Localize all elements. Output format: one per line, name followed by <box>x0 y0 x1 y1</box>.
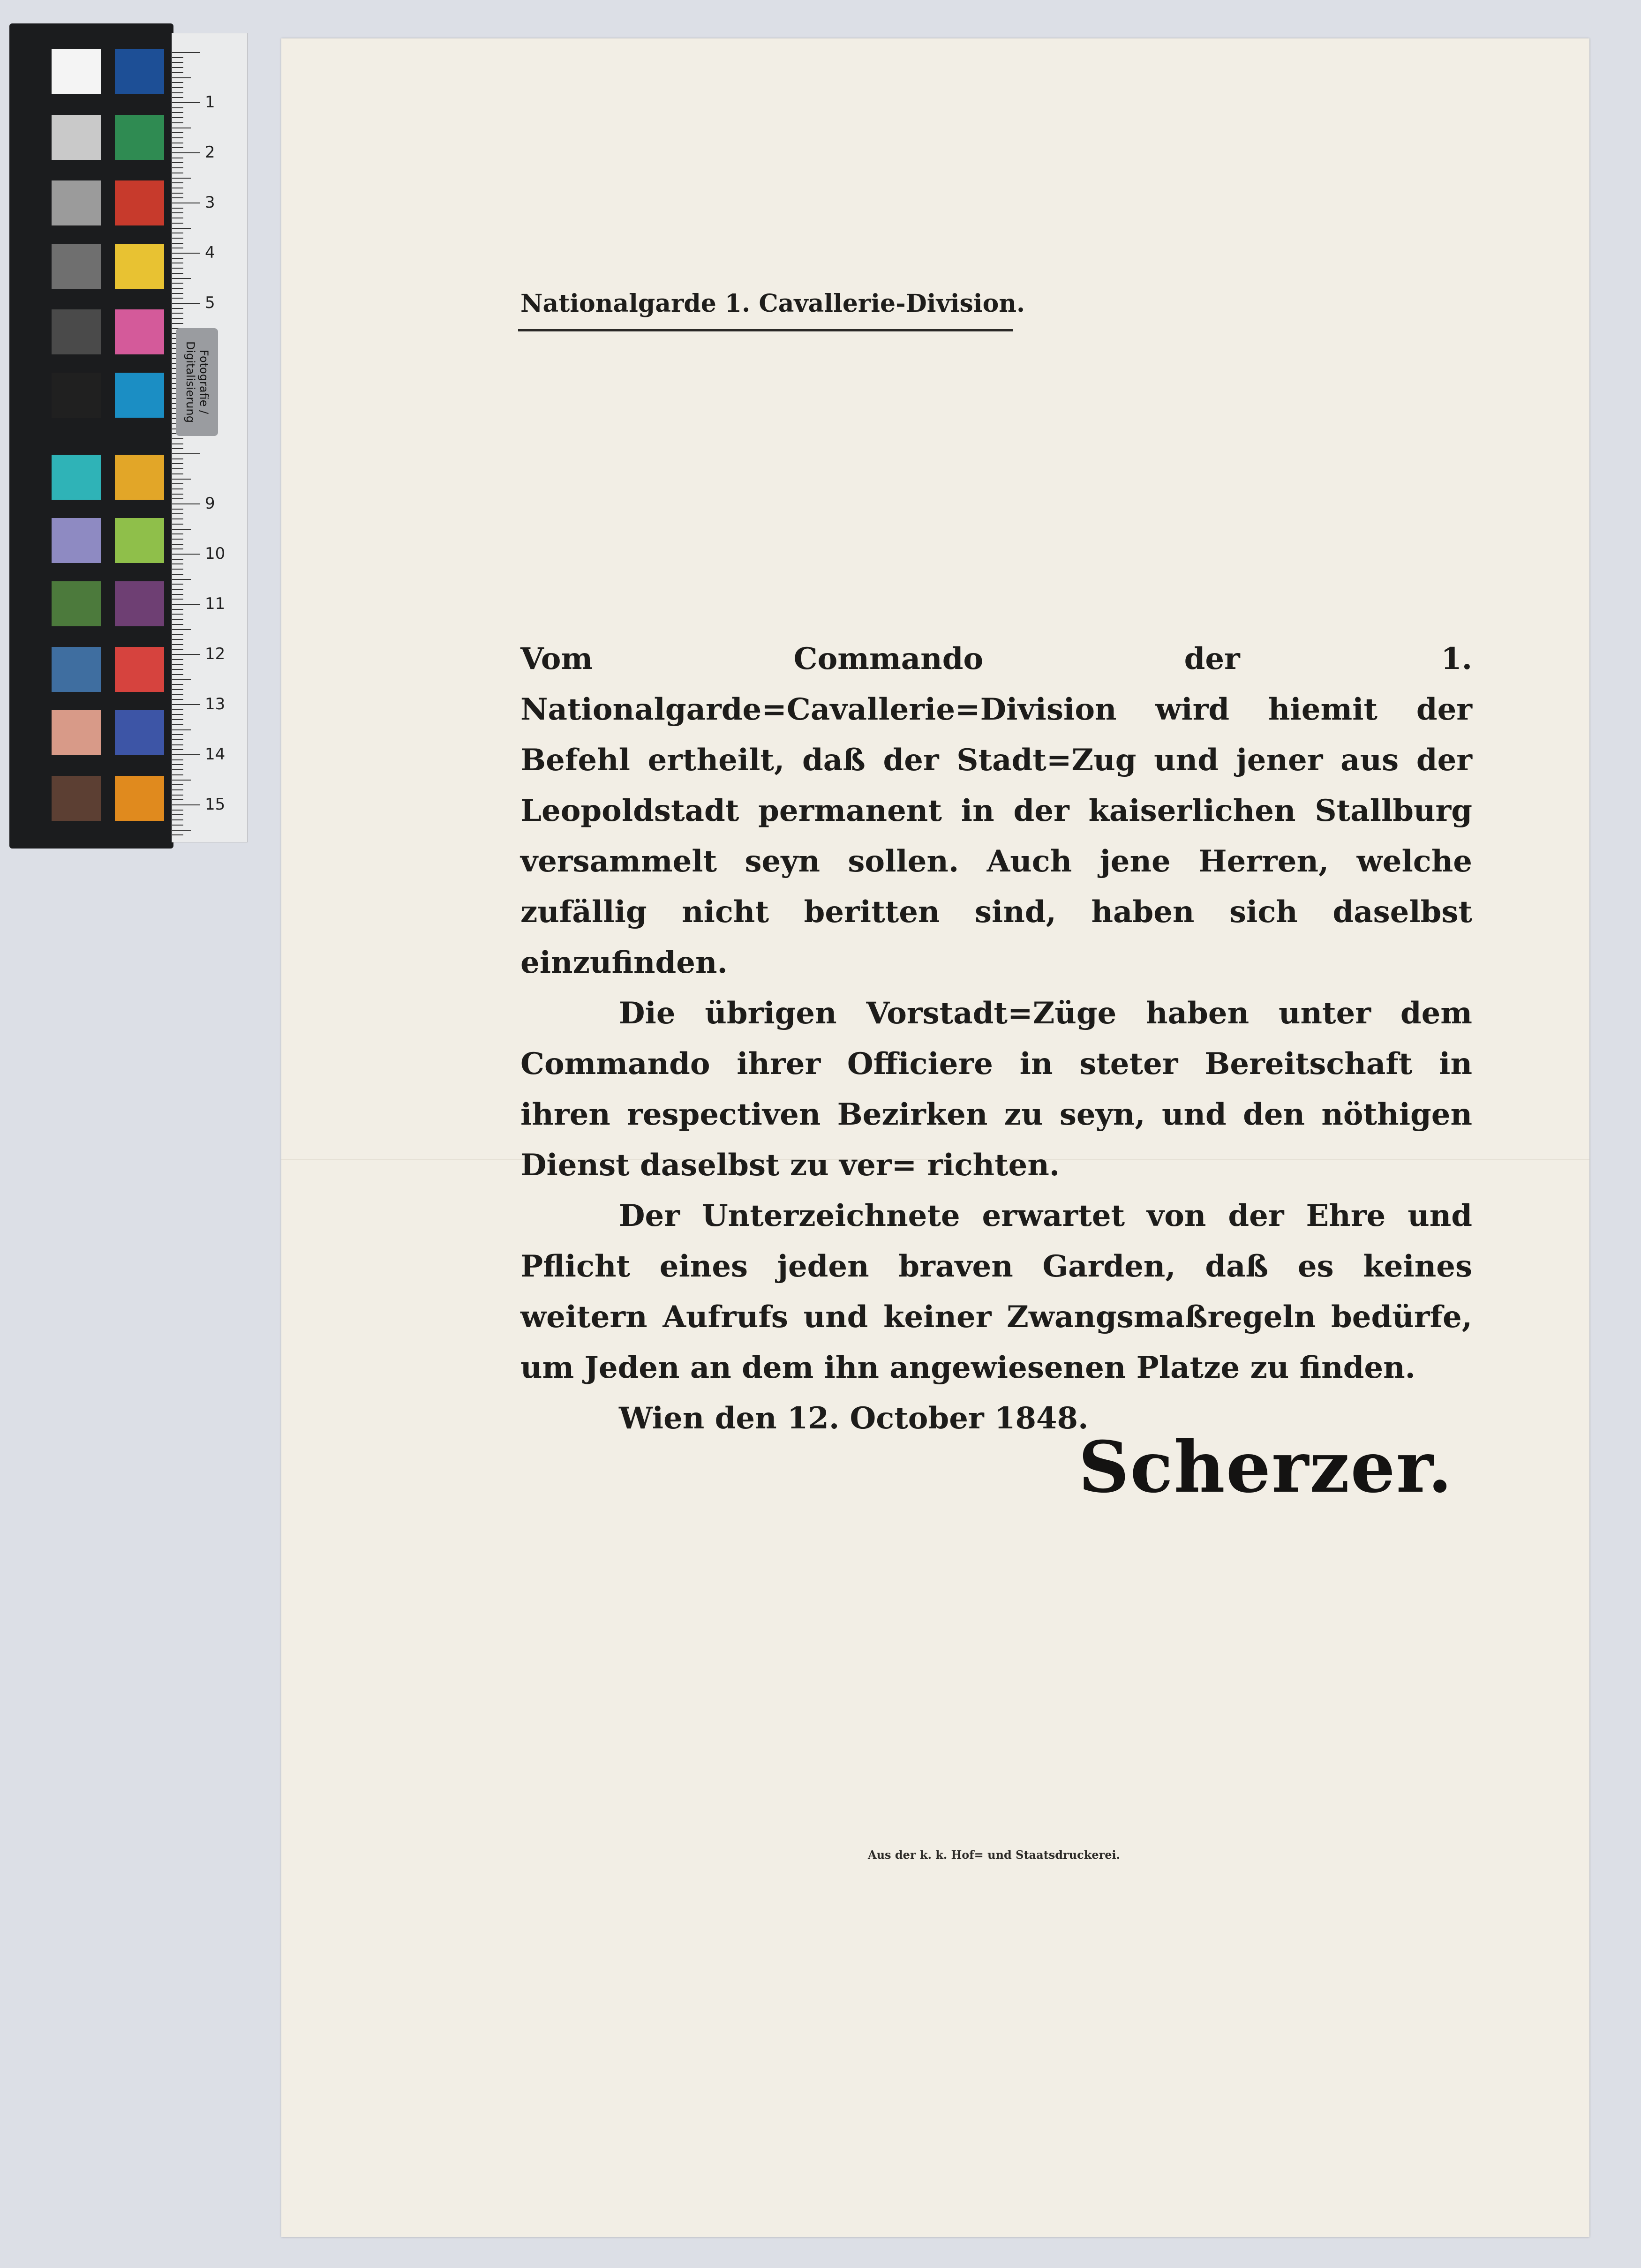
ruler-tick <box>172 784 183 785</box>
ruler-tick <box>172 293 183 294</box>
color-swatch <box>115 455 164 500</box>
date-line: Wien den 12. October 1848. <box>619 1401 1089 1436</box>
ruler-tick <box>172 719 183 720</box>
ruler-tick <box>172 674 183 675</box>
ruler-tick <box>172 559 183 560</box>
ruler-tick <box>172 584 183 585</box>
ruler-tag-label: Fotografie / Digitalisierung <box>176 328 218 436</box>
ruler-tick <box>172 774 183 775</box>
ruler-tick <box>172 97 183 98</box>
ruler-tick <box>172 448 183 449</box>
ruler-tick <box>172 749 183 750</box>
color-swatch <box>115 309 164 354</box>
ruler-tick <box>172 799 183 800</box>
ruler-tick <box>172 162 183 163</box>
color-swatch <box>52 710 101 755</box>
ruler-tick <box>172 57 183 58</box>
ruler-tick <box>172 548 183 549</box>
ruler-tick <box>172 268 183 269</box>
ruler-tick <box>172 804 200 805</box>
ruler-tick <box>172 513 183 514</box>
ruler-tick <box>172 323 183 324</box>
ruler-tick <box>172 62 183 63</box>
ruler-tick <box>172 654 200 655</box>
color-swatch <box>52 776 101 821</box>
color-swatch <box>115 647 164 692</box>
ruler-tick <box>172 479 191 480</box>
ruler-number: 14 <box>205 745 226 764</box>
ruler-tick <box>172 509 183 510</box>
ruler-tick <box>172 689 183 690</box>
color-swatch <box>115 373 164 418</box>
ruler-tick <box>172 152 200 153</box>
ruler-number: 5 <box>205 293 215 312</box>
ruler-tick <box>172 704 200 705</box>
ruler-tick <box>172 228 191 229</box>
ruler-tick <box>172 609 183 610</box>
ruler-tick <box>172 288 183 289</box>
ruler-tick <box>172 498 183 499</box>
ruler-tick <box>172 212 183 213</box>
color-swatch <box>52 49 101 94</box>
color-swatch <box>115 776 164 821</box>
ruler-tick <box>172 117 183 118</box>
ruler-tick <box>172 825 183 826</box>
ruler-tick <box>172 694 183 695</box>
color-swatch <box>115 710 164 755</box>
signature: Scherzer. <box>1078 1426 1453 1509</box>
header-underline <box>518 329 1013 331</box>
ruler-tick <box>172 624 183 625</box>
ruler-tick <box>172 524 183 525</box>
ruler-tick <box>172 639 183 640</box>
ruler-tick <box>172 243 183 244</box>
ruler-tick <box>172 87 183 88</box>
color-swatch <box>115 244 164 289</box>
printer-imprint: Aus der k. k. Hof= und Staatsdruckerei. <box>867 1848 1121 1862</box>
ruler-tick <box>172 729 191 730</box>
paragraph-3: Der Unterzeichnete erwartet von der Ehre und Pflicht eines jeden braven Garden, daß es keines weitern Aufrufs und keiner Zwangsmaßregeln bedürfe, um Jeden an dem ihn angewiesenen Platze zu finden. <box>520 1198 1472 1385</box>
color-swatch <box>115 581 164 626</box>
ruler-tick <box>172 563 183 564</box>
ruler-tick <box>172 589 183 590</box>
document-sheet <box>281 38 1589 2237</box>
ruler-number: 10 <box>205 544 226 563</box>
ruler-tick <box>172 594 183 595</box>
ruler-tick <box>172 132 183 133</box>
ruler-tick <box>172 197 183 198</box>
ruler-tick <box>172 664 183 665</box>
ruler-tick <box>172 278 191 279</box>
color-swatch <box>52 455 101 500</box>
ruler-tick <box>172 644 183 645</box>
ruler-tick <box>172 819 183 820</box>
ruler-tick <box>172 92 183 93</box>
color-checker-card <box>9 23 173 849</box>
color-swatch <box>52 581 101 626</box>
ruler-tick <box>172 604 200 605</box>
ruler-tick <box>172 473 183 474</box>
color-swatch <box>115 115 164 160</box>
ruler-number: 13 <box>205 695 226 713</box>
ruler-tick <box>172 780 191 781</box>
color-swatch <box>52 180 101 225</box>
ruler-tick <box>172 494 183 495</box>
ruler-tick <box>172 659 183 660</box>
ruler-tick <box>172 544 183 545</box>
ruler-tick <box>172 102 200 103</box>
color-swatch <box>52 115 101 160</box>
ruler-tick <box>172 744 183 745</box>
paragraph-1: Vom Commando der 1. Nationalgarde=Cavallerie=Division wird hiemit der Befehl ertheilt, daß der Stadt=Zug und jener aus der Leopoldstadt permanent in der kaiserlichen Stallburg versammelt seyn sollen. Auch jene Herren, welche zufällig nicht beritten sind, haben sich daselbst einzufinden. <box>520 641 1472 980</box>
ruler-tick <box>172 684 183 685</box>
ruler-tick <box>172 483 183 484</box>
ruler-tick <box>172 318 183 319</box>
ruler-tick <box>172 714 183 715</box>
ruler-tick <box>172 458 183 459</box>
ruler-tick <box>172 298 183 299</box>
ruler-tick <box>172 754 200 755</box>
ruler-tick <box>172 273 183 274</box>
ruler-tick <box>172 679 191 680</box>
ruler-tick <box>172 830 191 831</box>
ruler-tick <box>172 438 183 439</box>
ruler-tick <box>172 649 183 650</box>
ruler-number: 1 <box>205 93 215 112</box>
ruler-tick <box>172 167 183 168</box>
ruler-tick <box>172 533 183 534</box>
ruler-tick <box>172 629 191 630</box>
color-swatch <box>52 244 101 289</box>
ruler-tick <box>172 569 183 570</box>
color-swatch <box>115 180 164 225</box>
ruler-tick <box>172 554 200 555</box>
ruler-tick <box>172 795 183 796</box>
ruler-tick <box>172 734 183 735</box>
ruler-tick <box>172 107 183 108</box>
ruler-number: 15 <box>205 795 226 814</box>
ruler-tick <box>172 67 183 68</box>
paragraph-2: Die übrigen Vorstadt=Züge haben unter dem Commando ihrer Officiere in steter Bereitschaft in ihren respectiven Bezirken zu seyn, und den nöthigen Dienst daselbst zu ver= richten. <box>520 996 1472 1183</box>
ruler-tick <box>172 574 183 575</box>
ruler-tick <box>172 303 200 304</box>
ruler-tick <box>172 178 191 179</box>
color-swatch <box>52 373 101 418</box>
ruler-tick <box>172 137 183 138</box>
ruler-tick <box>172 238 183 239</box>
ruler-tick <box>172 619 183 620</box>
ruler-tick <box>172 599 183 600</box>
color-swatch <box>115 49 164 94</box>
ruler-number: 2 <box>205 143 215 162</box>
ruler-tick <box>172 503 200 504</box>
ruler-tick <box>172 724 183 725</box>
ruler-tick <box>172 579 191 580</box>
ruler-tick <box>172 769 183 770</box>
ruler-tick <box>172 759 183 760</box>
ruler-tick <box>172 709 183 710</box>
ruler-tick <box>172 669 183 670</box>
ruler-tick <box>172 789 183 790</box>
measurement-ruler <box>172 33 248 842</box>
color-swatch <box>115 518 164 563</box>
ruler-tick <box>172 72 183 73</box>
ruler-number: 3 <box>205 193 215 212</box>
ruler-tick <box>172 764 183 765</box>
ruler-tick <box>172 283 183 284</box>
color-swatch <box>52 647 101 692</box>
ruler-tick <box>172 443 183 444</box>
ruler-tick <box>172 193 183 194</box>
ruler-tick <box>172 182 183 183</box>
ruler-tick <box>172 614 183 615</box>
ruler-tick <box>172 147 183 148</box>
ruler-tick <box>172 112 183 113</box>
ruler-tick <box>172 52 200 53</box>
ruler-number: 12 <box>205 645 226 663</box>
ruler-tick <box>172 468 183 469</box>
ruler-tick <box>172 518 183 519</box>
color-swatch <box>52 518 101 563</box>
ruler-tick <box>172 810 183 811</box>
ruler-tick <box>172 814 183 815</box>
ruler-tick <box>172 488 183 489</box>
ruler-tick <box>172 463 183 464</box>
ruler-tick <box>172 122 183 123</box>
ruler-tick <box>172 539 183 540</box>
ruler-tick <box>172 77 191 78</box>
color-swatch <box>52 309 101 354</box>
ruler-tick <box>172 253 200 254</box>
ruler-tick <box>172 739 183 740</box>
ruler-tick <box>172 834 183 835</box>
ruler-tick <box>172 223 183 224</box>
ruler-number: 4 <box>205 243 215 262</box>
ruler-tick <box>172 699 183 700</box>
ruler-number: 11 <box>205 594 226 613</box>
ruler-number: 9 <box>205 494 215 513</box>
ruler-tick <box>172 258 183 259</box>
proclamation-body <box>520 634 1472 1444</box>
ruler-tick <box>172 453 200 454</box>
ruler-tick <box>172 313 183 314</box>
ruler-tick <box>172 529 191 530</box>
ruler-tick <box>172 208 183 209</box>
ruler-tick <box>172 82 183 83</box>
ruler-tick <box>172 308 183 309</box>
document-header: Nationalgarde 1. Cavallerie-Division. <box>520 289 1025 318</box>
ruler-tick <box>172 634 183 635</box>
